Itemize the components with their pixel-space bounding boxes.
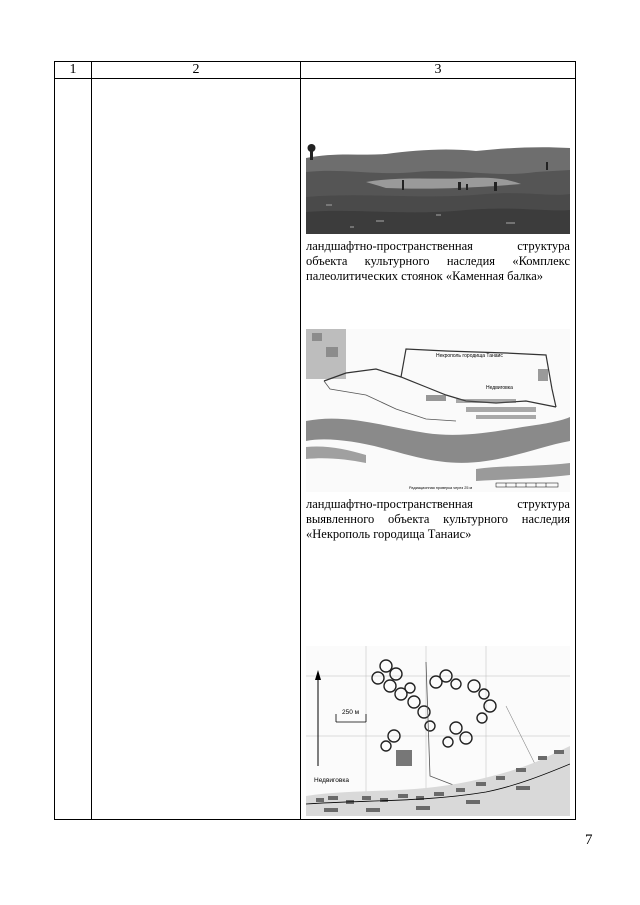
caption-line: ландшафтно-пространственная структура (306, 497, 570, 511)
caption-line: палеолитических стоянок «Каменная балка» (306, 269, 544, 283)
map-title-label: Некрополь городища Танаис (436, 353, 503, 359)
body-cell-2 (92, 79, 301, 820)
map-village-label: Недвиговка (486, 385, 513, 391)
body-cell-1 (55, 79, 92, 820)
table-body-row (55, 79, 576, 820)
burial-mounds-map (306, 646, 570, 816)
table-header-row (55, 62, 576, 79)
body-cell-3 (301, 79, 576, 820)
caption-line: ландшафтно-пространственная структура (306, 239, 570, 253)
map-scale-note: Радиационная проверка через 25 м (409, 486, 473, 490)
tanais-necropolis-map (306, 329, 570, 492)
caption-line: «Некрополь городища Танаис» (306, 527, 472, 541)
header-cell-2: 2 (92, 62, 301, 79)
header-cell-3: 3 (301, 62, 576, 79)
page-number: 7 (585, 832, 593, 848)
map-village-label: Недвиговка (314, 777, 349, 784)
content-table (54, 61, 576, 820)
header-cell-1: 1 (55, 62, 92, 79)
caption-line: выявленного объекта культурного наследия (306, 512, 570, 526)
figure-2-caption (306, 497, 570, 542)
caption-line: объекта культурного наследия «Комплекс (306, 254, 570, 268)
map-scale-label: 250 м (342, 709, 360, 716)
figure-1-caption (306, 239, 570, 284)
landscape-photo (306, 142, 570, 234)
